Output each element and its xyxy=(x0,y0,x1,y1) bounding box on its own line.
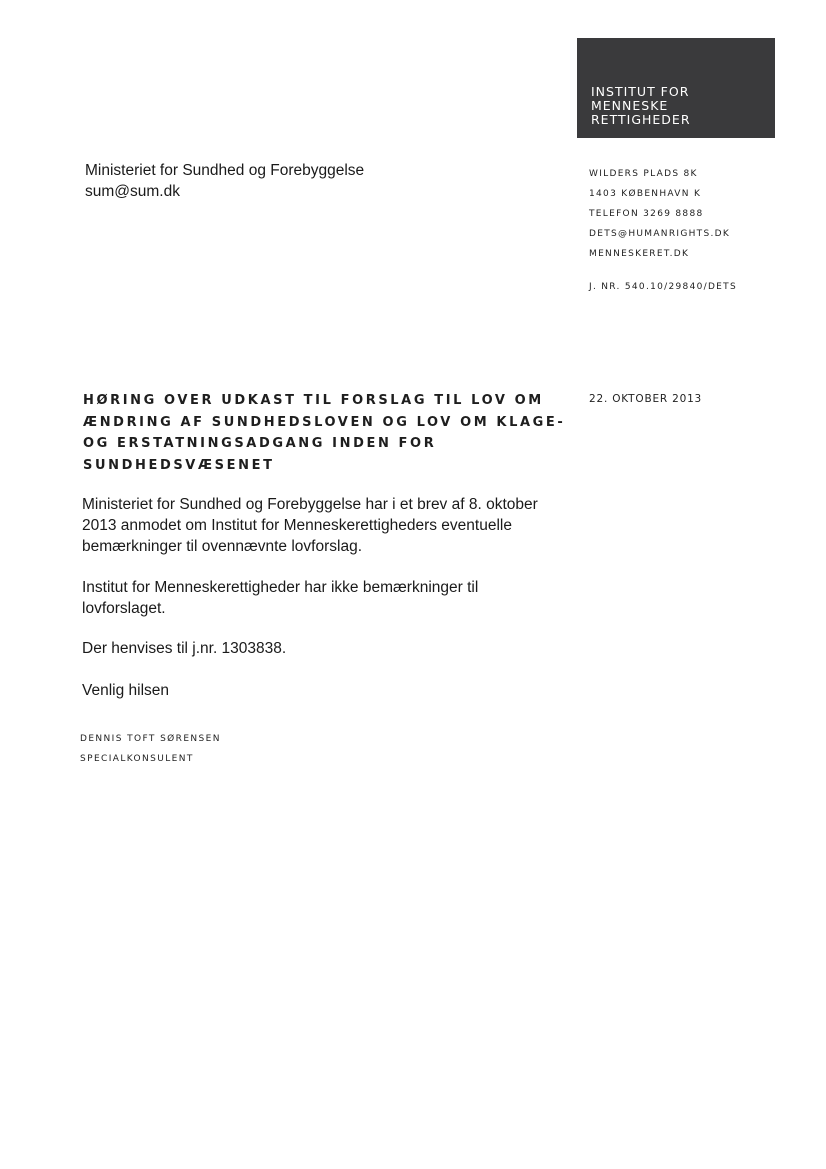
logo-line: INSTITUT FOR xyxy=(591,84,690,99)
signature-block xyxy=(80,729,221,769)
sender-address: WILDERS PLADS 8K xyxy=(589,169,698,179)
body-line: lovforslaget. xyxy=(82,600,166,617)
sender-city: 1403 KØBENHAVN K xyxy=(589,189,702,199)
logo-line: MENNESKE xyxy=(591,98,669,113)
sender-email: DETS@HUMANRIGHTS.DK xyxy=(589,229,731,239)
letter-date: 22. OKTOBER 2013 xyxy=(589,393,703,405)
recipient-name: Ministeriet for Sundhed og Forebyggelse xyxy=(85,162,365,179)
institute-logo xyxy=(577,38,775,138)
recipient-email: sum@sum.dk xyxy=(85,183,180,200)
subject-line: OG ERSTATNINGSADGANG INDEN FOR xyxy=(83,436,437,451)
subject-heading xyxy=(83,390,573,476)
recipient-block xyxy=(85,160,364,202)
body-line: Ministeriet for Sundhed og Forebyggelse har i et brev af 8. oktober xyxy=(82,496,538,513)
body-paragraph-2 xyxy=(82,577,572,619)
sender-website: MENNESKERET.DK xyxy=(589,249,690,259)
signature-name: DENNIS TOFT SØRENSEN xyxy=(80,734,221,744)
body-paragraph-3: Der henvises til j.nr. 1303838. xyxy=(82,640,287,657)
sender-contact-block xyxy=(589,164,730,264)
journal-number: J. NR. 540.10/29840/DETS xyxy=(589,282,737,292)
logo-line: RETTIGHEDER xyxy=(591,112,691,127)
body-line: Institut for Menneskerettigheder har ikke bemærkninger til xyxy=(82,579,479,596)
body-paragraph-1 xyxy=(82,494,572,557)
sender-phone: TELEFON 3269 8888 xyxy=(589,209,704,219)
closing-greeting: Venlig hilsen xyxy=(82,682,170,699)
institute-logo-text xyxy=(591,85,691,127)
subject-line: ÆNDRING AF SUNDHEDSLOVEN OG LOV OM KLAGE- xyxy=(83,414,566,430)
body-line: bemærkninger til ovennævnte lovforslag. xyxy=(82,538,362,555)
body-line: 2013 anmodet om Institut for Menneskerettigheders eventuelle xyxy=(82,517,512,534)
signature-title: SPECIALKONSULENT xyxy=(80,754,194,764)
subject-line: HØRING OVER UDKAST TIL FORSLAG TIL LOV OM xyxy=(83,393,544,408)
subject-line: SUNDHEDSVÆSENET xyxy=(83,457,275,473)
